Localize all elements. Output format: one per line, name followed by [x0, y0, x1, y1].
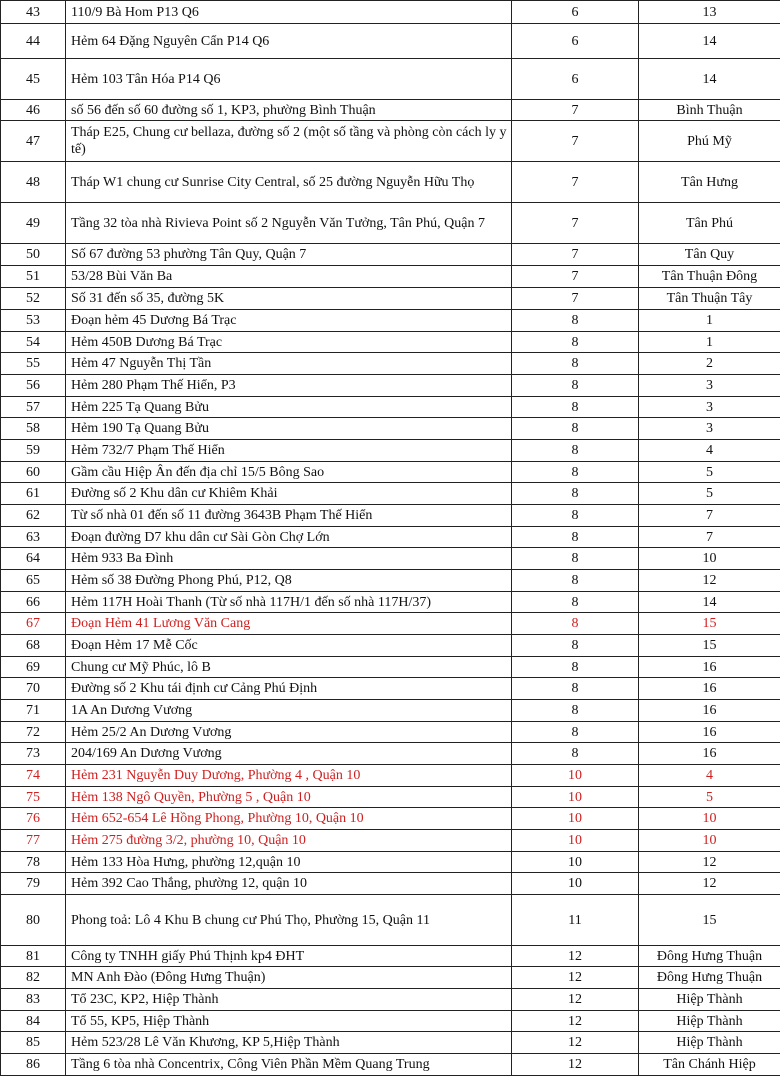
row-number-cell: 61 — [1, 483, 66, 505]
row-number-cell: 79 — [1, 873, 66, 895]
district-cell: 8 — [512, 310, 639, 332]
row-number-cell: 60 — [1, 462, 66, 483]
district-cell: 11 — [512, 895, 639, 946]
ward-cell: Tân Chánh Hiệp — [639, 1054, 780, 1076]
address-cell: Phong toả: Lô 4 Khu B chung cư Phú Thọ, Phường 15, Quận 11 — [66, 895, 512, 946]
row-number-cell: 69 — [1, 657, 66, 678]
district-cell: 8 — [512, 700, 639, 722]
address-cell: 53/28 Bùi Văn Ba — [66, 266, 512, 288]
row-number-cell: 70 — [1, 678, 66, 700]
ward-cell: Đông Hưng Thuận — [639, 946, 780, 967]
table-row — [1, 873, 780, 895]
table-row — [1, 100, 780, 121]
table-row — [1, 635, 780, 657]
district-cell: 8 — [512, 418, 639, 440]
ward-cell: 12 — [639, 852, 780, 873]
address-cell: Tổ 55, KP5, Hiệp Thành — [66, 1011, 512, 1032]
row-number-cell: 76 — [1, 808, 66, 830]
address-cell: Tháp E25, Chung cư bellaza, đường số 2 (một số tầng và phòng còn cách ly y tế) — [66, 121, 512, 162]
district-cell: 8 — [512, 440, 639, 462]
district-cell: 8 — [512, 613, 639, 635]
table-row — [1, 548, 780, 570]
ward-cell: 10 — [639, 808, 780, 830]
ward-cell: 3 — [639, 375, 780, 397]
district-cell: 8 — [512, 397, 639, 418]
address-cell: Tầng 32 tòa nhà Rivieva Point số 2 Nguyễn Văn Tưởng, Tân Phú, Quận 7 — [66, 203, 512, 244]
ward-cell: Bình Thuận — [639, 100, 780, 121]
table-row — [1, 592, 780, 613]
row-number-cell: 74 — [1, 765, 66, 787]
district-cell: 12 — [512, 1032, 639, 1054]
row-number-cell: 66 — [1, 592, 66, 613]
district-cell: 8 — [512, 375, 639, 397]
table-row — [1, 678, 780, 700]
address-cell: Hẻm 64 Đặng Nguyên Cẩn P14 Q6 — [66, 24, 512, 59]
district-cell: 7 — [512, 203, 639, 244]
ward-cell: 3 — [639, 418, 780, 440]
table-row — [1, 1011, 780, 1032]
ward-cell: 5 — [639, 483, 780, 505]
address-cell: Từ số nhà 01 đến số 11 đường 3643B Phạm Thế Hiển — [66, 505, 512, 527]
ward-cell: Tân Thuận Tây — [639, 288, 780, 310]
ward-cell: 12 — [639, 873, 780, 895]
district-cell: 10 — [512, 830, 639, 852]
district-cell: 8 — [512, 592, 639, 613]
table-row — [1, 24, 780, 59]
ward-cell: 7 — [639, 527, 780, 548]
address-cell: Gầm cầu Hiệp Ân đến địa chỉ 15/5 Bông Sao — [66, 462, 512, 483]
table-row — [1, 967, 780, 989]
table-row — [1, 462, 780, 483]
district-cell: 10 — [512, 873, 639, 895]
address-cell: Hẻm 275 đường 3/2, phường 10, Quận 10 — [66, 830, 512, 852]
address-cell: Đoạn đường D7 khu dân cư Sài Gòn Chợ Lớn — [66, 527, 512, 548]
row-number-cell: 85 — [1, 1032, 66, 1054]
table-row — [1, 830, 780, 852]
table-row — [1, 700, 780, 722]
district-cell: 12 — [512, 1054, 639, 1076]
ward-cell: 1 — [639, 332, 780, 353]
district-cell: 12 — [512, 946, 639, 967]
address-cell: 1A An Dương Vương — [66, 700, 512, 722]
ward-cell: Phú Mỹ — [639, 121, 780, 162]
district-cell: 8 — [512, 462, 639, 483]
address-cell: Hẻm 25/2 An Dương Vương — [66, 722, 512, 743]
district-cell: 8 — [512, 505, 639, 527]
table-row — [1, 288, 780, 310]
address-cell: Hẻm 523/28 Lê Văn Khương, KP 5,Hiệp Thành — [66, 1032, 512, 1054]
row-number-cell: 54 — [1, 332, 66, 353]
row-number-cell: 71 — [1, 700, 66, 722]
ward-cell: 16 — [639, 657, 780, 678]
row-number-cell: 78 — [1, 852, 66, 873]
table-row — [1, 121, 780, 162]
ward-cell: 7 — [639, 505, 780, 527]
ward-cell: 15 — [639, 635, 780, 657]
row-number-cell: 77 — [1, 830, 66, 852]
row-number-cell: 53 — [1, 310, 66, 332]
row-number-cell: 80 — [1, 895, 66, 946]
district-cell: 6 — [512, 1, 639, 24]
ward-cell: Tân Hưng — [639, 162, 780, 203]
address-cell: số 56 đến số 60 đường số 1, KP3, phường Bình Thuận — [66, 100, 512, 121]
ward-cell: Tân Phú — [639, 203, 780, 244]
row-number-cell: 81 — [1, 946, 66, 967]
table-row — [1, 375, 780, 397]
ward-cell: 5 — [639, 787, 780, 808]
district-cell: 8 — [512, 635, 639, 657]
address-cell: Công ty TNHH giấy Phú Thịnh kp4 ĐHT — [66, 946, 512, 967]
table-row — [1, 765, 780, 787]
address-cell: Hẻm 47 Nguyễn Thị Tần — [66, 353, 512, 375]
ward-cell: 12 — [639, 570, 780, 592]
row-number-cell: 49 — [1, 203, 66, 244]
ward-cell: Hiệp Thành — [639, 989, 780, 1011]
district-cell: 7 — [512, 100, 639, 121]
row-number-cell: 72 — [1, 722, 66, 743]
row-number-cell: 63 — [1, 527, 66, 548]
row-number-cell: 62 — [1, 505, 66, 527]
district-cell: 8 — [512, 657, 639, 678]
ward-cell: 2 — [639, 353, 780, 375]
district-cell: 7 — [512, 266, 639, 288]
table-row — [1, 203, 780, 244]
district-cell: 10 — [512, 787, 639, 808]
table-row — [1, 787, 780, 808]
table-row — [1, 613, 780, 635]
table-row — [1, 527, 780, 548]
table-row — [1, 722, 780, 743]
row-number-cell: 48 — [1, 162, 66, 203]
ward-cell: 4 — [639, 765, 780, 787]
ward-cell: 5 — [639, 462, 780, 483]
table-row — [1, 1032, 780, 1054]
district-cell: 8 — [512, 353, 639, 375]
address-cell: Hẻm 133 Hòa Hưng, phường 12,quận 10 — [66, 852, 512, 873]
address-cell: Số 67 đường 53 phường Tân Quy, Quận 7 — [66, 244, 512, 266]
ward-cell: Tân Thuận Đông — [639, 266, 780, 288]
row-number-cell: 55 — [1, 353, 66, 375]
row-number-cell: 67 — [1, 613, 66, 635]
table-row — [1, 418, 780, 440]
ward-cell: 15 — [639, 613, 780, 635]
table-row — [1, 1054, 780, 1076]
row-number-cell: 47 — [1, 121, 66, 162]
row-number-cell: 86 — [1, 1054, 66, 1076]
table-row — [1, 162, 780, 203]
ward-cell: 15 — [639, 895, 780, 946]
table-row — [1, 397, 780, 418]
district-cell: 10 — [512, 808, 639, 830]
address-cell: Tổ 23C, KP2, Hiệp Thành — [66, 989, 512, 1011]
ward-cell: 14 — [639, 24, 780, 59]
row-number-cell: 82 — [1, 967, 66, 989]
address-cell: Hẻm 732/7 Phạm Thế Hiển — [66, 440, 512, 462]
row-number-cell: 51 — [1, 266, 66, 288]
table-row — [1, 483, 780, 505]
address-cell: Đoạn Hẻm 41 Lương Văn Cang — [66, 613, 512, 635]
table-row — [1, 1, 780, 24]
row-number-cell: 46 — [1, 100, 66, 121]
address-cell: Hẻm 933 Ba Đình — [66, 548, 512, 570]
ward-cell: 16 — [639, 743, 780, 765]
ward-cell: Hiệp Thành — [639, 1011, 780, 1032]
address-cell: Đường số 2 Khu dân cư Khiêm Khải — [66, 483, 512, 505]
district-cell: 6 — [512, 59, 639, 100]
district-cell: 8 — [512, 570, 639, 592]
row-number-cell: 45 — [1, 59, 66, 100]
row-number-cell: 83 — [1, 989, 66, 1011]
ward-cell: Đông Hưng Thuận — [639, 967, 780, 989]
table-row — [1, 989, 780, 1011]
ward-cell: 14 — [639, 59, 780, 100]
table-row — [1, 657, 780, 678]
address-cell: Tháp W1 chung cư Sunrise City Central, số 25 đường Nguyễn Hữu Thọ — [66, 162, 512, 203]
row-number-cell: 73 — [1, 743, 66, 765]
table-row — [1, 266, 780, 288]
row-number-cell: 58 — [1, 418, 66, 440]
table-row — [1, 743, 780, 765]
district-cell: 8 — [512, 548, 639, 570]
ward-cell: 16 — [639, 700, 780, 722]
district-cell: 7 — [512, 288, 639, 310]
address-cell: Hẻm 190 Tạ Quang Bửu — [66, 418, 512, 440]
table-row — [1, 505, 780, 527]
address-cell: Hẻm 103 Tân Hóa P14 Q6 — [66, 59, 512, 100]
district-cell: 8 — [512, 483, 639, 505]
table-row — [1, 332, 780, 353]
address-cell: Hẻm 280 Phạm Thế Hiển, P3 — [66, 375, 512, 397]
ward-cell: 13 — [639, 1, 780, 24]
table-row — [1, 895, 780, 946]
district-cell: 7 — [512, 162, 639, 203]
table-row — [1, 310, 780, 332]
table-row — [1, 244, 780, 266]
ward-cell: 10 — [639, 830, 780, 852]
address-cell: 204/169 An Dương Vương — [66, 743, 512, 765]
district-cell: 7 — [512, 244, 639, 266]
district-cell: 8 — [512, 722, 639, 743]
row-number-cell: 57 — [1, 397, 66, 418]
address-cell: Đoạn hẻm 45 Dương Bá Trạc — [66, 310, 512, 332]
address-cell: Hẻm số 38 Đường Phong Phú, P12, Q8 — [66, 570, 512, 592]
address-cell: Hẻm 117H Hoài Thanh (Từ số nhà 117H/1 đến số nhà 117H/37) — [66, 592, 512, 613]
ward-cell: 1 — [639, 310, 780, 332]
row-number-cell: 64 — [1, 548, 66, 570]
ward-cell: 16 — [639, 722, 780, 743]
address-cell: 110/9 Bà Hom P13 Q6 — [66, 1, 512, 24]
district-cell: 12 — [512, 1011, 639, 1032]
ward-cell: Tân Quy — [639, 244, 780, 266]
district-cell: 12 — [512, 967, 639, 989]
address-cell: Hẻm 138 Ngô Quyền, Phường 5 , Quận 10 — [66, 787, 512, 808]
ward-cell: 3 — [639, 397, 780, 418]
row-number-cell: 56 — [1, 375, 66, 397]
row-number-cell: 75 — [1, 787, 66, 808]
row-number-cell: 50 — [1, 244, 66, 266]
table-row — [1, 570, 780, 592]
table-body — [1, 1, 780, 1076]
district-cell: 8 — [512, 743, 639, 765]
table-row — [1, 808, 780, 830]
address-cell: Hẻm 225 Tạ Quang Bửu — [66, 397, 512, 418]
address-cell: Hẻm 652-654 Lê Hồng Phong, Phường 10, Quận 10 — [66, 808, 512, 830]
district-cell: 6 — [512, 24, 639, 59]
district-cell: 8 — [512, 678, 639, 700]
row-number-cell: 84 — [1, 1011, 66, 1032]
table-row — [1, 59, 780, 100]
address-cell: Hẻm 231 Nguyễn Duy Dương, Phường 4 , Quận 10 — [66, 765, 512, 787]
ward-cell: Hiệp Thành — [639, 1032, 780, 1054]
address-cell: Đoạn Hẻm 17 Mễ Cốc — [66, 635, 512, 657]
table-row — [1, 353, 780, 375]
ward-cell: 10 — [639, 548, 780, 570]
address-cell: Hẻm 450B Dương Bá Trạc — [66, 332, 512, 353]
district-cell: 12 — [512, 989, 639, 1011]
table-row — [1, 852, 780, 873]
address-cell: Chung cư Mỹ Phúc, lô B — [66, 657, 512, 678]
row-number-cell: 59 — [1, 440, 66, 462]
district-cell: 10 — [512, 852, 639, 873]
row-number-cell: 44 — [1, 24, 66, 59]
address-cell: MN Anh Đào (Đông Hưng Thuận) — [66, 967, 512, 989]
row-number-cell: 43 — [1, 1, 66, 24]
row-number-cell: 52 — [1, 288, 66, 310]
address-cell: Tầng 6 tòa nhà Concentrix, Công Viên Phần Mềm Quang Trung — [66, 1054, 512, 1076]
district-cell: 7 — [512, 121, 639, 162]
address-cell: Đường số 2 Khu tái định cư Cảng Phú Định — [66, 678, 512, 700]
district-cell: 10 — [512, 765, 639, 787]
ward-cell: 16 — [639, 678, 780, 700]
address-cell: Số 31 đến số 35, đường 5K — [66, 288, 512, 310]
address-cell: Hẻm 392 Cao Thắng, phường 12, quận 10 — [66, 873, 512, 895]
ward-cell: 4 — [639, 440, 780, 462]
ward-cell: 14 — [639, 592, 780, 613]
table-row — [1, 440, 780, 462]
district-cell: 8 — [512, 527, 639, 548]
row-number-cell: 65 — [1, 570, 66, 592]
table-row — [1, 946, 780, 967]
row-number-cell: 68 — [1, 635, 66, 657]
district-cell: 8 — [512, 332, 639, 353]
